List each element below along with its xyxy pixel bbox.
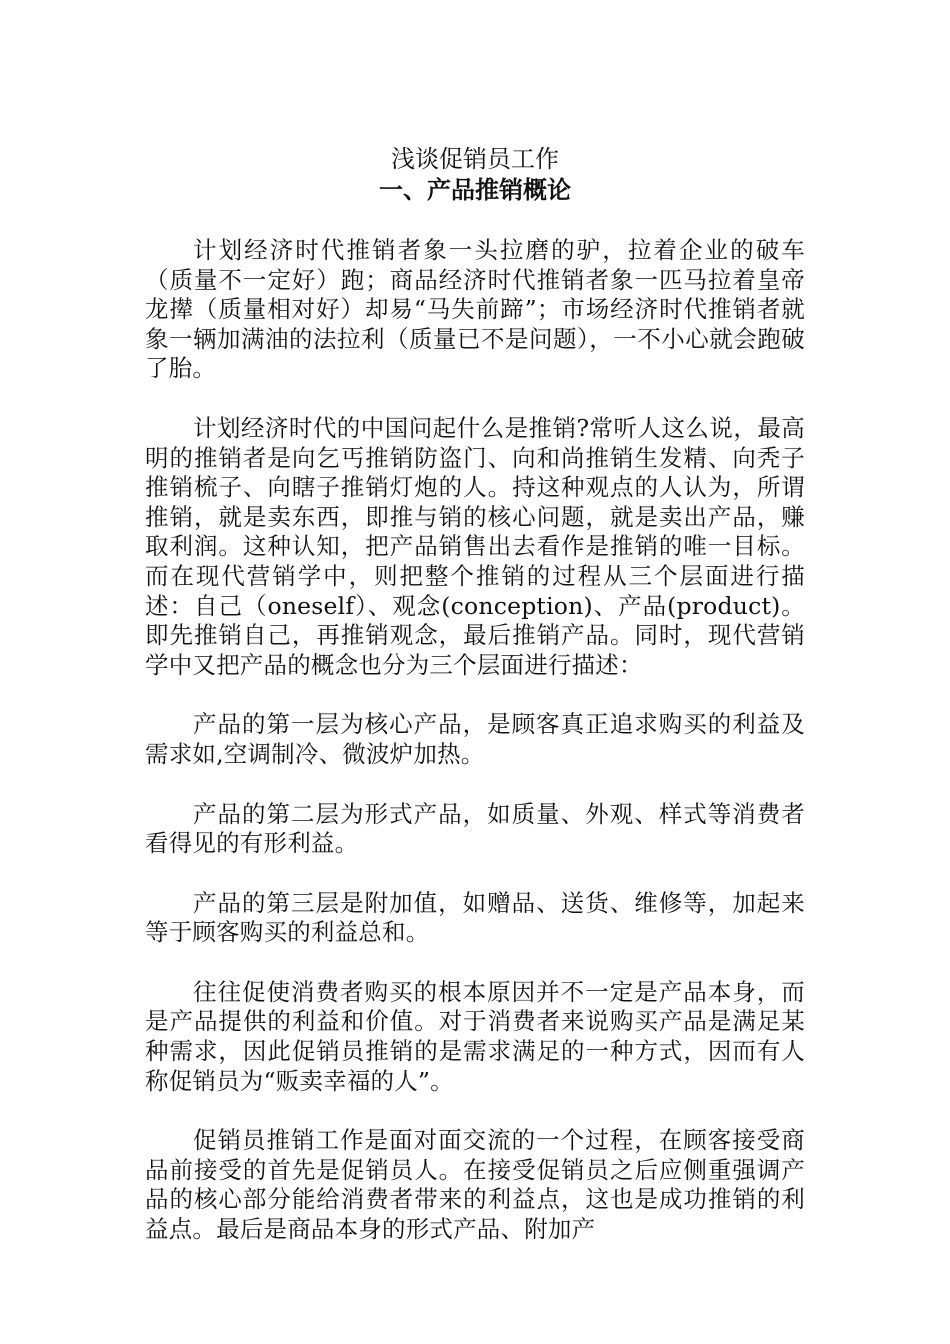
document-title: 浅谈促销员工作 xyxy=(391,145,559,173)
paragraph-4: 产品的第二层为形式产品，如质量、外观、样式等消费者看得见的有形利益。 xyxy=(145,799,805,858)
section-heading: 一、产品推销概论 xyxy=(379,176,571,204)
paragraph-3: 产品的第一层为核心产品，是顾客真正追求购买的利益及需求如,空调制冷、微波炉加热。 xyxy=(145,710,805,768)
paragraph-7: 促销员推销工作是面对面交流的一个过程，在顾客接受商品前接受的首先是促销员人。在接受促销员之后应侧重强调产品的核心部分能给消费者带来的利益点，这也是成功推销的利益点。最后是商品本身的形式产品、附加产 xyxy=(145,1126,805,1244)
paragraph-6: 往往促使消费者购买的根本原因并不一定是产品本身，而是产品提供的利益和价值。对于消费者来说购买产品是满足某种需求，因此促销员推销的是需求满足的一种方式，因而有人称促销员为“贩卖幸福的人”。 xyxy=(145,977,805,1095)
paragraph-1: 计划经济时代推销者象一头拉磨的驴，拉着企业的破车（质量不一定好）跑；商品经济时代推销者象一匹马拉着皇帝龙撵（质量相对好）却易“马失前蹄”；市场经济时代推销者就象一辆加满油的法拉利（质量已不是问题），一不小心就会跑破了胎。 xyxy=(145,236,805,383)
document-content xyxy=(145,144,805,1275)
document-body xyxy=(145,236,805,1245)
paragraph-2: 计划经济时代的中国问起什么是推销?常听人这么说，最高明的推销者是向乞丐推销防盗门、向和尚推销生发精、向秃子推销梳子、向瞎子推销灯炮的人。持这种观点的人认为，所谓推销，就是卖东西，即推与销的核心问题，就是卖出产品，赚取利润。这种认知，把产品销售出去看作是推销的唯一目标。而在现代营销学中，则把整个推销的过程从三个层面进行描述：自己（oneself）、观念(conception)、产品(product)。即先推销自己，再推销观念，最后推销产品。同时，现代营销学中又把产品的概念也分为三个层面进行描述： xyxy=(145,413,805,679)
paragraph-5: 产品的第三层是附加值，如赠品、送货、维修等，加起来等于顾客购买的利益总和。 xyxy=(145,888,805,947)
